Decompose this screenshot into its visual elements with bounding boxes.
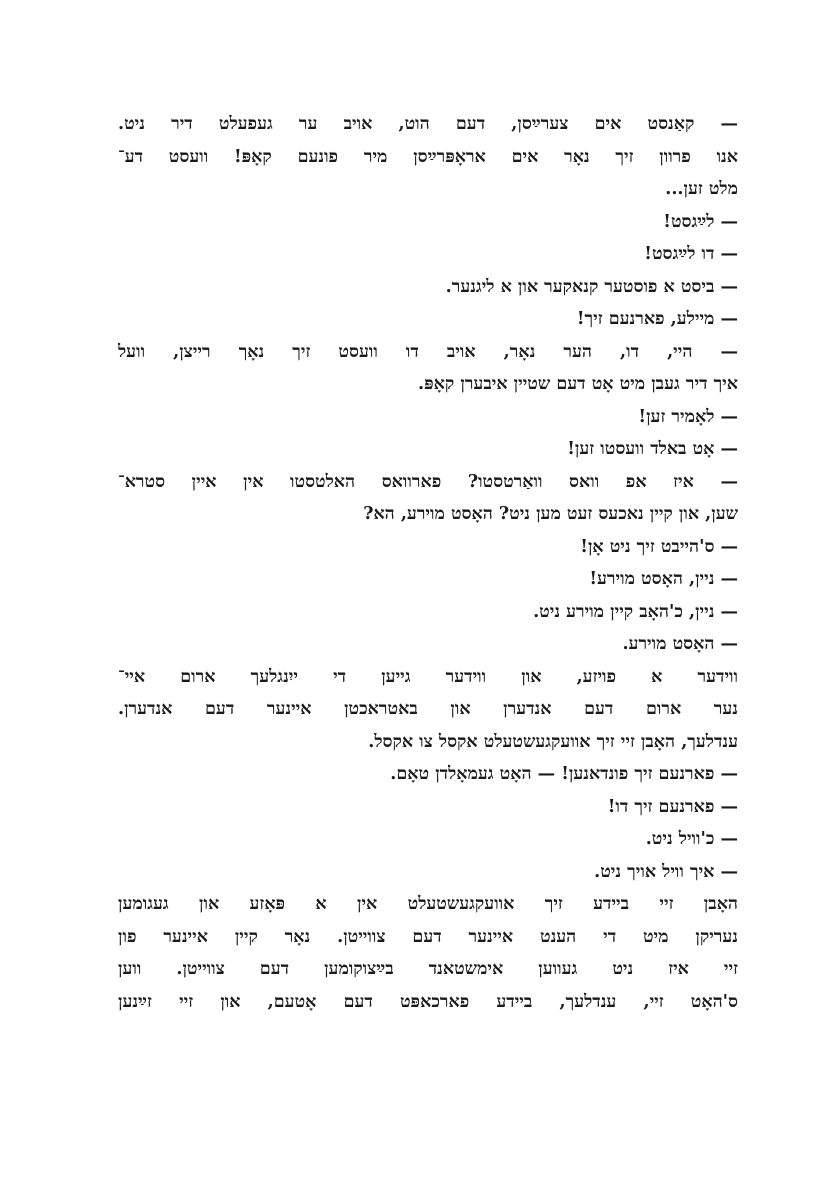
text-line: איך דיר געבן מיט אָט דעם שטיין איבערן קאָפּ. bbox=[418, 374, 738, 394]
page-text bbox=[118, 108, 738, 1018]
text-line: — האָסט מוירע. bbox=[622, 634, 738, 654]
text-line: נער ארום דעם אנדערן און באטראכטן איינער דעם אנדערן. bbox=[118, 699, 738, 719]
text-line: מלט זען... bbox=[665, 179, 738, 199]
text-line: — פארנעם זיך פונדאנען! — האָט געמאָלדן טאָם. bbox=[390, 764, 738, 784]
text-line: זיי איז ניט געווען אימשטאנד בײַצוקומען דעם צווייטן. ווען bbox=[118, 959, 738, 979]
text-line: נעריקן מיט די הענט איינער דעם צווייטן. נאָר קיין איינער פון bbox=[118, 926, 738, 947]
text-line: — איז אפ וואס וואַרטסטו? פארוואס האלטסטו אין איין סטרא־ bbox=[118, 471, 738, 492]
text-line: — אָט באלד וועסטו זען! bbox=[567, 439, 738, 459]
text-line: ס'האָט זיי, ענדלעך, ביידע פארכאפּט דעם אָטעם, און זיי זײַנען bbox=[118, 991, 738, 1012]
text-line: — ניין, כ'האָב קיין מוירע ניט. bbox=[533, 601, 738, 622]
text-line: אנו פרוון זיך נאָר אים אראָפּרײַסן מיר פונעם קאָפּ! וועסט דע־ bbox=[118, 146, 738, 167]
text-line: — ס'הייבט זיך ניט אָן! bbox=[580, 536, 738, 557]
text-line: — דו לײַגסט! bbox=[644, 244, 738, 264]
text-line: — מיילע, פארנעם זיך! bbox=[576, 309, 738, 329]
text-line: — לאָמיר זען! bbox=[638, 406, 738, 427]
text-line: ווידער א פויזע, און ווידער גייען די ייִנגלעך ארום איי־ bbox=[118, 666, 738, 687]
text-line: — איך וויל אויך ניט. bbox=[594, 861, 738, 882]
text-line: — פארנעם זיך דו! bbox=[607, 796, 738, 817]
text-line: — ביסט א פוסטער קנאקער און א ליגנער. bbox=[445, 276, 738, 297]
text-line: — היי, דו, הער נאָר, אויב דו וועסט זיך נאָך רייצן, וועל bbox=[118, 341, 738, 362]
text-line: — כ'וויל ניט. bbox=[645, 829, 738, 849]
text-line: האָבן זיי ביידע זיך אוועקגעשטעלט אין א פּאָזע און געגומען bbox=[118, 894, 738, 914]
text-line: — ניין, האָסט מוירע! bbox=[589, 569, 738, 589]
text-line: — לײַגסט! bbox=[663, 211, 738, 232]
text-line: — קאַנסט אים צערײַסן, דעם הוט, אויב ער געפעלט דיר ניט. bbox=[118, 114, 738, 134]
text-line: שען, און קיין נאכעס זעט מען ניט? האָסט מוירע, הא? bbox=[363, 504, 738, 524]
text-line: ענדלעך, האָבן זיי זיך אוועקגעשטעלט אקסל צו אקסל. bbox=[368, 731, 738, 752]
